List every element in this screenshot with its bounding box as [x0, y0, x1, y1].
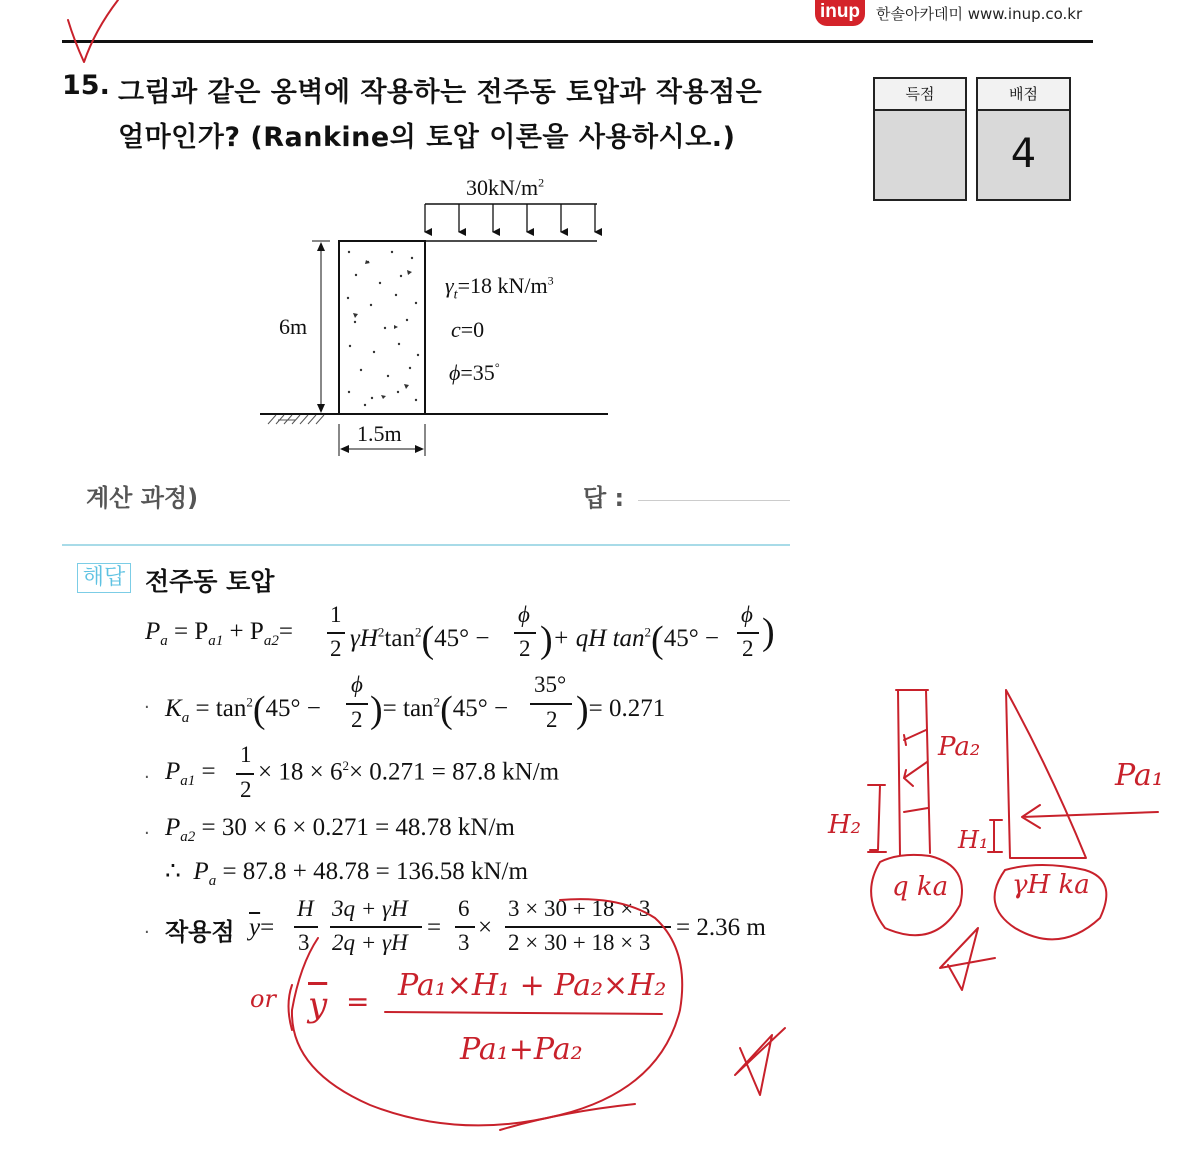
point-num2: 3 × 30 + 18 × 3: [508, 896, 651, 921]
pa1-expr: × $18 \times 6^2\times 0.271 = 87.8$ kN/m: [258, 758, 560, 786]
answer-label: 답 :: [583, 484, 625, 512]
formula-phi-num: ϕ: [518, 602, 530, 627]
brand-text: 한솔아카데미 www.inup.co.kr: [876, 5, 1083, 23]
bullet: ·: [144, 823, 150, 844]
formula-frac-den: 2: [330, 636, 342, 661]
formula-main: $P_a = P_{a1} + P_{a2}=$: [145, 618, 293, 649]
pa1-frac-num: 1: [240, 742, 252, 767]
pa1-label: $P_{a1}$ =: [165, 758, 216, 789]
width-label: 1.5m: [357, 421, 402, 446]
annotation-pa2: Pa₂: [938, 732, 981, 762]
point-result: = 2.36 m: [676, 914, 766, 941]
ka-phi-num: ϕ: [351, 672, 363, 697]
pa2-formula: $P_{a2} = 30 \times 6 \times 0.271 = 48.78$ kN/m: [165, 814, 515, 845]
bullet: ·: [144, 697, 150, 718]
annotation-qka: q ka: [892, 872, 949, 902]
check-mark-icon: [68, 0, 118, 62]
calculation-label: 계산 과정): [86, 484, 199, 512]
annotation-h1: H₁: [958, 826, 989, 854]
solution-title: 전주동 토압: [145, 567, 275, 596]
pa1-frac-den: 2: [240, 777, 252, 802]
annotation-rhka: γH ka: [1012, 870, 1090, 900]
annotation-eq: =: [346, 985, 370, 1018]
annotation-ybar: $\overline{y}$: [308, 985, 328, 1025]
formula-phi-num-2: ϕ: [741, 602, 753, 627]
annotation-numerator: Pa₁×H₁ + Pa₂×H₂: [398, 968, 667, 1003]
points-value: 4: [1010, 131, 1037, 177]
points-label: 배점: [978, 79, 1069, 111]
formula-close-paren: ): [762, 611, 775, 653]
solution-tag: 해답: [77, 563, 131, 593]
question-line-2: 얼마인가? (Rankine의 토압 이론을 사용하시오.): [118, 122, 736, 153]
point-num: 3q + γH: [332, 896, 408, 921]
load-label: $30kN/m^2$: [466, 175, 545, 200]
ybar: $\overline{y}=$: [249, 914, 275, 941]
star-mark-icon: [940, 928, 995, 990]
point-H: H: [297, 896, 314, 921]
total-formula: ∴ $P_a = 87.8 + 48.78 = 136.58$ kN/m: [165, 858, 528, 889]
underline-stroke: [500, 1104, 635, 1130]
point-eq: =: [427, 914, 442, 941]
unit-weight-label: $\gamma_t=18$ $kN/m^3$: [445, 273, 554, 303]
formula-phi-den: 2: [519, 636, 531, 661]
ka-35-den: 2: [546, 707, 558, 732]
annotation-h2: H₂: [828, 810, 862, 840]
inup-logo: inup: [815, 0, 865, 26]
ka-phi-den: 2: [351, 707, 363, 732]
cohesion-label: c=0: [451, 317, 485, 342]
point-den: 2q + γH: [332, 930, 408, 955]
annotation-pa1: Pa₁: [1115, 758, 1164, 793]
ka-result: )= 0.271: [576, 689, 666, 731]
point-den2: 2 × 30 + 18 × 3: [508, 930, 651, 955]
bullet: ·: [144, 922, 150, 943]
annotation-denominator: Pa₁+Pa₂: [460, 1032, 583, 1067]
question-number: 15.: [62, 70, 110, 101]
formula-q-term: )+ qH $\tan^2(45^\circ$ −: [540, 619, 720, 661]
earned-score-label: 득점: [875, 79, 965, 111]
point-times: ×: [478, 914, 493, 941]
ka-formula-2: )= $\tan^2(45^\circ$ −: [370, 689, 509, 731]
question-line-1: 그림과 같은 옹벽에 작용하는 전주동 토압과 작용점은: [118, 77, 763, 108]
height-label: 6m: [279, 314, 308, 339]
point-3b: 3: [458, 930, 470, 955]
bullet: ·: [144, 767, 150, 788]
formula-gamma-term: $\gamma H^2\tan^2(45^\circ$ −: [350, 619, 490, 661]
friction-angle-label: ϕ=35°: [449, 360, 500, 385]
triangle-sketch: [1006, 690, 1086, 858]
ka-35-num: 35°: [534, 672, 567, 697]
formula-frac-num: 1: [330, 602, 342, 627]
ka-formula: $K_a = \tan^2(45^\circ$ −: [165, 689, 321, 731]
point-6: 6: [458, 896, 470, 921]
annotation-or: or: [250, 985, 276, 1013]
point-label: 작용점: [165, 918, 235, 946]
star-mark-icon: [735, 1028, 785, 1095]
point-3: 3: [298, 930, 310, 955]
formula-phi-den-2: 2: [742, 636, 754, 661]
